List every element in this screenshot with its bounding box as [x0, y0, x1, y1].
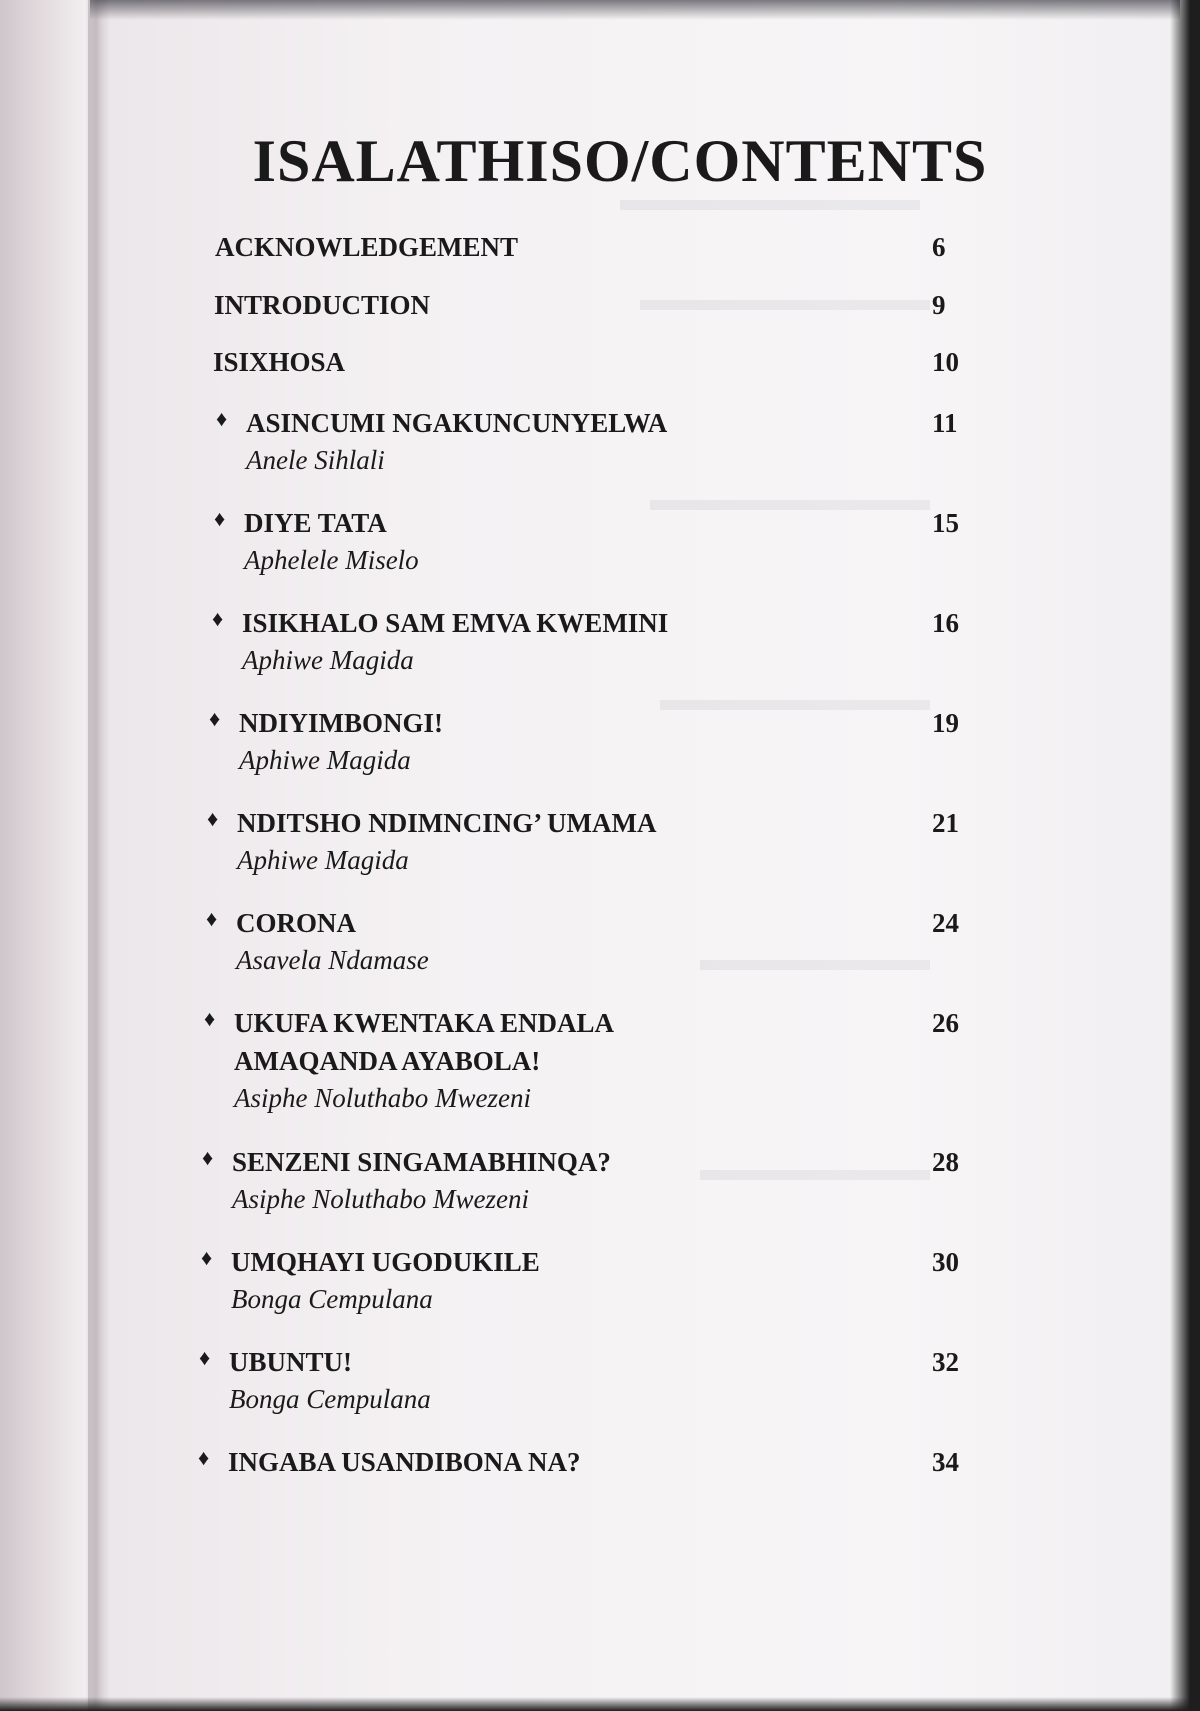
bottom-edge [0, 1697, 1200, 1711]
entry-title: UKUFA KWENTAKA ENDALA [234, 1008, 615, 1038]
diamond-bullet-icon: ♦ [207, 806, 219, 831]
entry-title: CORONA [236, 908, 356, 938]
entry-author: Asavela Ndamase [236, 945, 429, 975]
diamond-bullet-icon: ♦ [206, 906, 218, 931]
entry-author: Bonga Cempulana [231, 1284, 433, 1314]
entry-title: UBUNTU! [229, 1347, 353, 1377]
toc-entry [202, 1143, 611, 1217]
diamond-bullet-icon: ♦ [202, 1145, 214, 1170]
entry-page-number: 26 [932, 1008, 959, 1038]
entry-author: Asiphe Noluthabo Mwezeni [234, 1083, 531, 1113]
entry-title: UMQHAYI UGODUKILE [231, 1247, 540, 1277]
diamond-bullet-icon: ♦ [212, 606, 224, 631]
entry-page-number: 21 [932, 808, 959, 838]
entry-title: ASINCUMI NGAKUNCUNYELWA [246, 408, 668, 438]
entry-author: Bonga Cempulana [229, 1384, 431, 1414]
entry-page-number: 9 [932, 290, 946, 320]
entry-title: SENZENI SINGAMABHINQA? [232, 1147, 611, 1177]
toc-entry [214, 504, 419, 578]
entry-page-number: 24 [932, 908, 959, 938]
entry-page-number: 10 [932, 347, 959, 377]
entry-page-number: 6 [932, 232, 946, 262]
toc-entry [214, 286, 430, 324]
toc-entry [213, 343, 345, 381]
entry-page-number: 11 [932, 408, 958, 438]
entry-page-number: 28 [932, 1147, 959, 1177]
toc-entry [207, 804, 657, 878]
entry-author: Asiphe Noluthabo Mwezeni [232, 1184, 529, 1214]
entry-page-number: 19 [932, 708, 959, 738]
entry-title: ISIKHALO SAM EMVA KWEMINI [242, 608, 669, 638]
toc-entry [212, 604, 669, 678]
entry-title: INTRODUCTION [214, 290, 431, 320]
toc-entry [204, 1004, 615, 1116]
entry-page-number: 15 [932, 508, 959, 538]
page-title: ISALATHISO/CONTENTS [252, 128, 988, 194]
diamond-bullet-icon: ♦ [214, 506, 226, 531]
entry-author: Aphiwe Magida [242, 645, 414, 675]
entry-title: NDITSHO NDIMNCING’ UMAMA [237, 808, 657, 838]
top-shadow [90, 0, 1180, 20]
toc-entry [206, 904, 429, 978]
entry-page-number: 34 [932, 1447, 959, 1477]
diamond-bullet-icon: ♦ [198, 1445, 210, 1470]
entry-author: Aphiwe Magida [237, 845, 409, 875]
diamond-bullet-icon: ♦ [209, 706, 221, 731]
diamond-bullet-icon: ♦ [216, 406, 228, 431]
entry-title: ACKNOWLEDGEMENT [215, 232, 519, 262]
entry-author: Aphiwe Magida [239, 745, 411, 775]
toc-entry [209, 704, 444, 778]
toc-entry [198, 1443, 581, 1481]
entry-title: INGABA USANDIBONA NA? [228, 1447, 581, 1477]
entry-title: NDIYIMBONGI! [239, 708, 444, 738]
entry-author: Aphelele Miselo [244, 545, 419, 575]
entry-title: DIYE TATA [244, 508, 387, 538]
toc-entry [215, 228, 518, 266]
entry-page-number: 32 [932, 1347, 959, 1377]
entry-page-number: 30 [932, 1247, 959, 1277]
diamond-bullet-icon: ♦ [204, 1006, 216, 1031]
entry-title-continued: AMAQANDA AYABOLA! [234, 1046, 541, 1076]
book-spine [88, 0, 102, 1711]
toc-entry [216, 404, 668, 478]
diamond-bullet-icon: ♦ [199, 1345, 211, 1370]
entry-title: ISIXHOSA [213, 347, 346, 377]
toc-entry [199, 1343, 431, 1417]
toc-entry [201, 1243, 540, 1317]
entry-page-number: 16 [932, 608, 959, 638]
diamond-bullet-icon: ♦ [201, 1245, 213, 1270]
entry-author: Anele Sihlali [246, 445, 385, 475]
